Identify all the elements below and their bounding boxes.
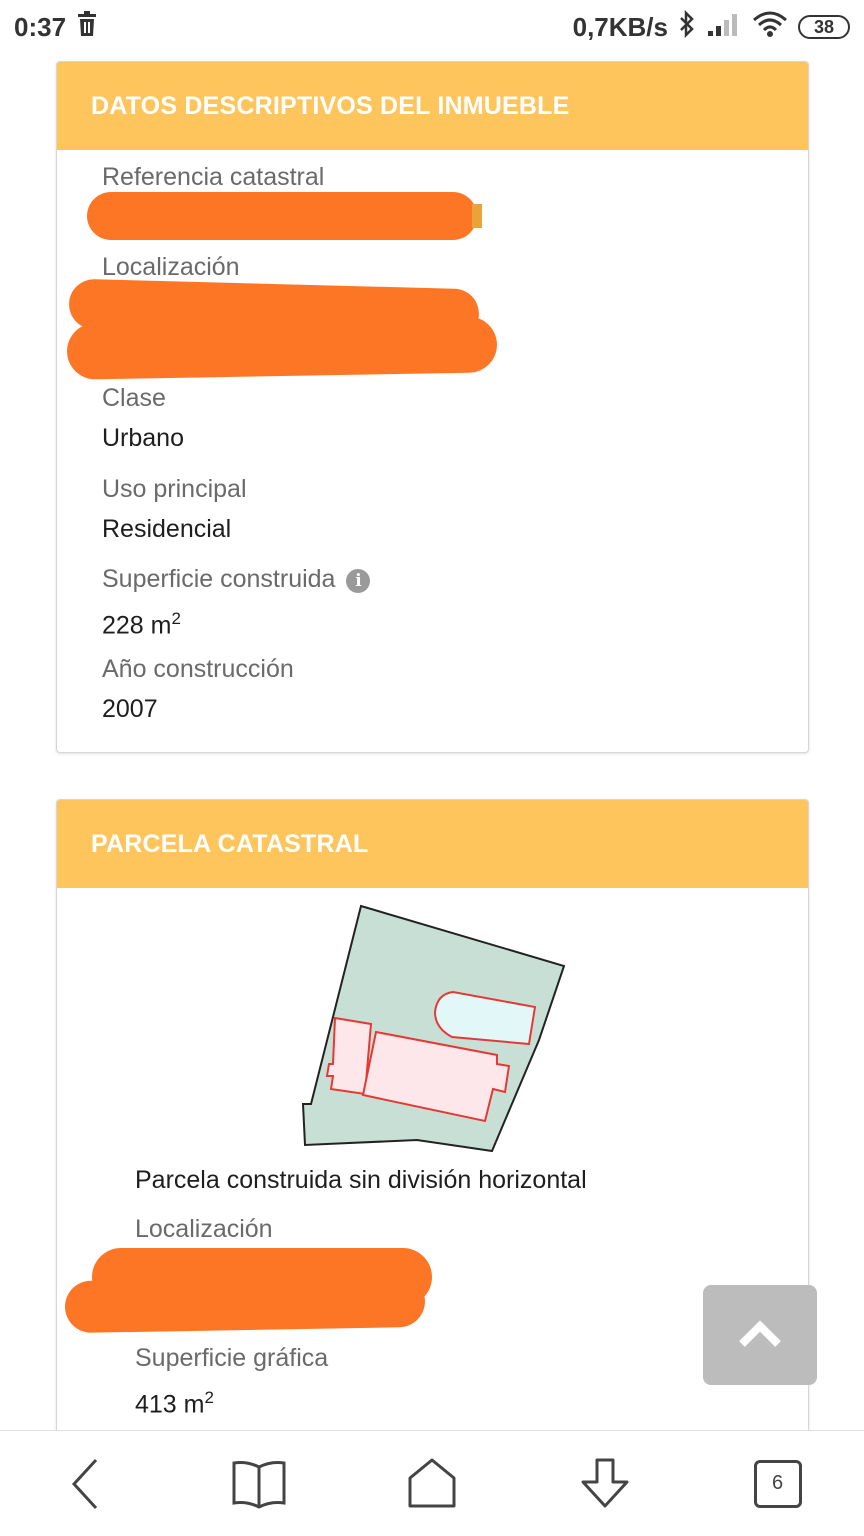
chevron-up-icon	[738, 1318, 782, 1353]
trash-icon	[76, 11, 98, 44]
built-area-field	[102, 564, 370, 640]
construction-year-label: Año construcción	[102, 655, 294, 683]
graphic-area-label: Superficie gráfica	[135, 1344, 329, 1372]
back-arrow-icon	[66, 1456, 106, 1512]
back-button[interactable]	[41, 1439, 131, 1529]
graphic-area-number: 413 m	[135, 1390, 205, 1419]
redaction-location-2	[67, 316, 498, 379]
class-label: Clase	[102, 384, 166, 412]
status-bar	[0, 0, 864, 54]
home-button[interactable]	[387, 1439, 477, 1529]
main-use-field	[102, 474, 247, 544]
parcel-location-label: Localización	[135, 1215, 273, 1243]
built-area-unit-exponent: 2	[171, 609, 181, 628]
construction-year-field	[102, 654, 294, 724]
class-value: Urbano	[102, 424, 184, 452]
tabs-count: 6	[754, 1460, 802, 1508]
bookmarks-button[interactable]	[214, 1439, 304, 1529]
parcel-map[interactable]	[297, 900, 572, 1155]
cadastral-parcel-card	[56, 799, 809, 1430]
battery-indicator: 38	[798, 15, 850, 39]
built-area-number: 228 m	[102, 611, 172, 640]
browser-nav-bar	[0, 1430, 864, 1536]
built-area-value	[102, 604, 370, 640]
main-use-label: Uso principal	[102, 475, 247, 503]
tabs-button[interactable]	[733, 1439, 823, 1529]
cadastral-reference-field	[102, 162, 324, 192]
location-field	[102, 252, 240, 282]
bluetooth-icon	[678, 10, 696, 45]
page-content	[0, 54, 864, 1430]
construction-year-value: 2007	[102, 695, 158, 723]
location-label: Localización	[102, 253, 240, 281]
scroll-to-top-button[interactable]	[703, 1285, 817, 1385]
descriptive-data-header: DATOS DESCRIPTIVOS DEL INMUEBLE	[57, 62, 808, 150]
cadastral-reference-label: Referencia catastral	[102, 163, 325, 191]
class-field	[102, 383, 184, 453]
signal-icon	[706, 11, 742, 44]
redaction-parcel-location-2	[65, 1275, 426, 1333]
graphic-area-value	[135, 1383, 214, 1419]
redaction-reference	[87, 192, 477, 240]
main-use-value: Residencial	[102, 515, 232, 543]
wifi-icon	[752, 10, 788, 45]
status-time: 0:37	[14, 11, 67, 42]
book-icon	[231, 1459, 287, 1509]
redaction-reference-tail	[472, 204, 482, 228]
parcel-type: Parcela construida sin división horizontal	[135, 1166, 587, 1194]
descriptive-data-card	[56, 61, 809, 753]
graphic-area-unit-exponent: 2	[204, 1388, 214, 1407]
home-icon	[404, 1456, 460, 1512]
info-icon[interactable]: i	[346, 569, 370, 593]
download-icon	[577, 1456, 633, 1512]
download-button[interactable]	[560, 1439, 650, 1529]
cadastral-parcel-header: PARCELA CATASTRAL	[57, 800, 808, 888]
built-area-label: Superficie construida	[102, 565, 336, 593]
network-speed: 0,7KB/s	[572, 11, 668, 42]
